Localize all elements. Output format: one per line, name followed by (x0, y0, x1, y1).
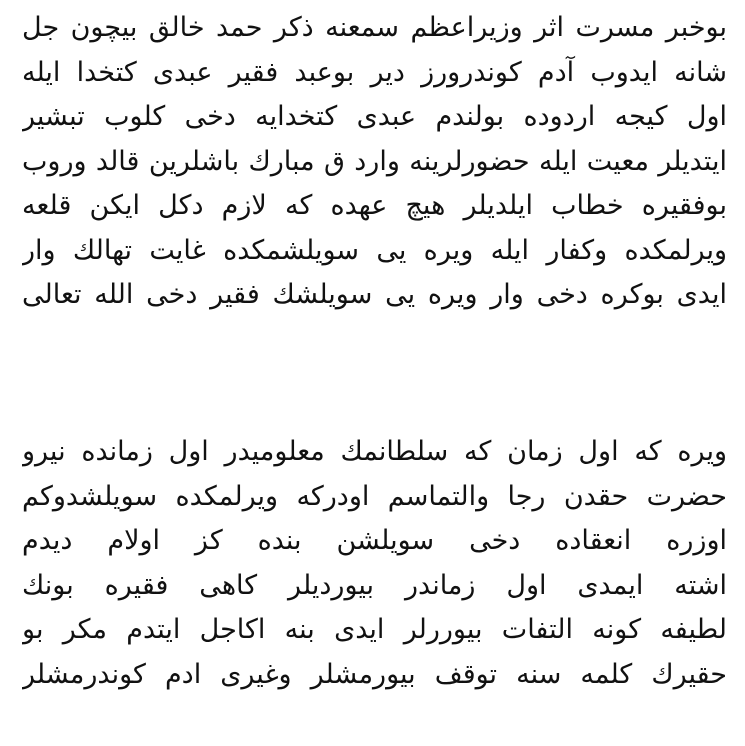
text-line: حقیرك کلمه سنه توقف بیورمشلر وغیری ادم کوندرمشلر (22, 658, 727, 690)
text-line: ایتدیلر معیت ایله حضورلرینه وارد ق مبارك باشلرین قالد وروب (22, 145, 727, 177)
text-line: ویره که اول زمان که سلطانمك معلومیدر اول زمانده نیرو (22, 436, 727, 467)
paragraph-1 (22, 6, 727, 318)
text-line: اول کیجه اردوده بولندم عبدی کتخدایه دخی کلوب تبشیر (22, 101, 727, 132)
text-line: اشته ایمدی اول زماندر بیوردیلر کاهی فقیره بونك (22, 569, 727, 601)
text-line: بوفقیره خطاب ایلدیلر هیچ عهده که لازم دکل ایکن قلعه (22, 190, 727, 221)
text-line: شانه ایدوب آدم کوندرورز دیر بوعبد فقیر عبدی کتخدا ایله (22, 56, 727, 88)
text-line (22, 697, 727, 742)
text-line: ویرلمکده وکفار ایله ویره یی سویلشمکده غایت تهالك وار (22, 234, 727, 266)
text-line: ایدی بوکره دخی وار ویره یی سویلشك فقیر دخی الله تعالی (22, 279, 727, 310)
paragraph-2 (22, 430, 727, 742)
text-line: لطیفه کونه التفات بیوررلر ایدی بنه اکاجل ایتدم مکر بو (22, 614, 727, 645)
text-line: اوزره انعقاده دخی سویلشن بنده کز اولام دیدم (22, 525, 727, 556)
text-line: حضرت حقدن رجا والتماسم اودرکه ویرلمکده سویلشدوکم (22, 480, 727, 512)
text-line: بوخبر مسرت اثر وزیراعظم سمعنه ذکر حمد خالق بیچون جل (22, 12, 727, 43)
